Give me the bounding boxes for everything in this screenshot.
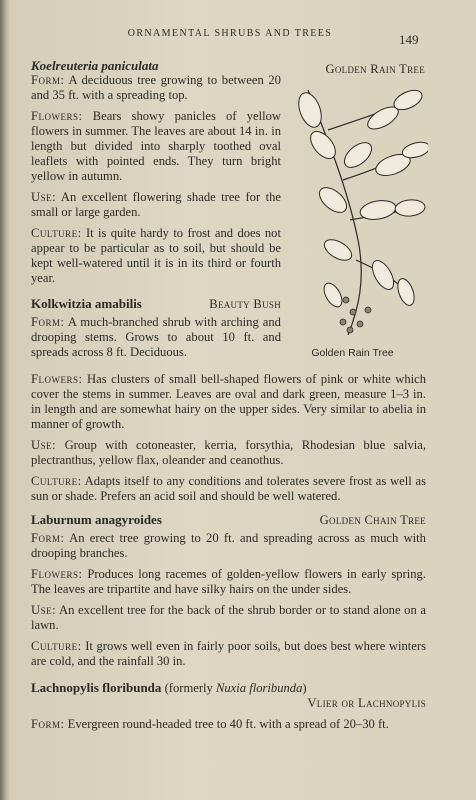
page-number: 149: [399, 32, 419, 47]
entry-flowers: [31, 567, 426, 597]
entry-culture: [31, 474, 426, 504]
entry-laburnum: [31, 512, 426, 675]
flowers-label: Flowers:: [31, 567, 83, 581]
flowers-text: Produces long racemes of golden-yellow flowers in early spring. The leaves are tripartite and have silky hairs on the under sides.: [31, 567, 426, 596]
entry-koelreuteria: [31, 58, 281, 292]
entry-common-name: Golden Rain Tree: [325, 62, 425, 76]
entry-title-row: [31, 680, 426, 696]
entry-use: [31, 603, 426, 633]
entry-flowers: [31, 372, 426, 432]
use-label: Use:: [31, 190, 57, 204]
entry-botanical-name: Kolkwitzia amabilis: [31, 296, 142, 311]
culture-label: Culture:: [31, 639, 82, 653]
entry-use: [31, 190, 281, 220]
form-label: Form:: [31, 315, 65, 329]
culture-text: It is quite hardy to frost and does not appear to be particular as to soil, but should be kept well-watered until it is in its third or fourth year.: [31, 226, 281, 285]
entry-title-row: [31, 512, 426, 528]
use-label: Use:: [31, 603, 57, 617]
flowers-text: Has clusters of small bell-shaped flowers of pink or white which cover the stems in summer. Leaves are oval and dark green, measure 1–3 in. in length and are somewhat hairy on the upper sides. Very similar to abelia in manner of growth.: [31, 372, 427, 431]
culture-text: Adapts itself to any conditions and tolerates severe frost as well as sun or shade. Prefers an acid soil and should be well watered.: [31, 474, 426, 503]
entry-botanical-name: Lachnopylis floribunda: [31, 680, 162, 695]
illustration-caption: Golden Rain Tree: [311, 347, 394, 359]
culture-label: Culture:: [31, 474, 82, 488]
form-text: An erect tree growing to 20 ft. and spreading across as much with drooping branches.: [31, 531, 426, 560]
culture-label: Culture:: [31, 226, 82, 240]
entry-kolkwitzia-body: [31, 372, 426, 510]
entry-common-name: Golden Chain Tree: [319, 513, 426, 527]
use-label: Use:: [31, 438, 57, 452]
flowers-label: Flowers:: [31, 372, 83, 386]
entry-form: [31, 531, 426, 561]
flowers-label: Flowers:: [31, 109, 83, 123]
botanical-illustration-icon: [288, 80, 428, 340]
entry-botanical-name: Koelreuteria paniculata: [31, 58, 159, 73]
entry-culture: [31, 226, 281, 286]
entry-culture: [31, 639, 426, 669]
formerly-suffix: ): [302, 681, 307, 695]
entry-common-name: Beauty Bush: [209, 297, 281, 311]
entry-botanical-name: Laburnum anagyroides: [31, 512, 162, 527]
form-label: Form:: [31, 717, 65, 731]
entry-common-name: Vlier or Lachnopylis: [307, 696, 426, 710]
use-text: An excellent tree for the back of the shrub border or to stand alone on a lawn.: [31, 603, 426, 632]
entry-form: [31, 315, 281, 360]
formerly-prefix: (formerly: [164, 681, 216, 695]
culture-text: It grows well even in fairly poor soils, but does best where winters are cold, and the rainfall 30 in.: [31, 639, 426, 668]
use-text: Group with cotoneaster, kerria, forsythia, Rhodesian blue salvia, plectranthus, yellow flax, oleander and ceanothus.: [31, 438, 426, 467]
entry-lachnopylis: [31, 680, 426, 738]
form-label: Form:: [31, 531, 65, 545]
entry-use: [31, 438, 426, 468]
entry-form: [31, 73, 281, 103]
form-text: A much-branched shrub with arching and drooping stems. Grows to about 10 ft. and spreads across 8 ft. Deciduous.: [31, 315, 281, 359]
flowers-text: Bears showy panicles of yellow flowers in summer. The leaves are about 14 in. in length but divided into sharply toothed oval leaflets with pointed ends. They turn bright yellow in autumn.: [31, 109, 281, 183]
formerly-name: Nuxia floribunda: [215, 681, 303, 695]
form-label: Form:: [31, 73, 65, 87]
entry-form: [31, 717, 426, 732]
book-gutter-shadow: [0, 0, 10, 800]
form-text: A deciduous tree growing to between 20 and 35 ft. with a spreading top.: [31, 73, 281, 102]
use-text: An excellent flowering shade tree for the small or large garden.: [31, 190, 281, 219]
entry-flowers: [31, 109, 281, 184]
entry-kolkwitzia-head: [31, 296, 281, 366]
running-head: ORNAMENTAL SHRUBS AND TREES: [127, 28, 333, 39]
form-text: Evergreen round-headed tree to 40 ft. with a spread of 20–30 ft.: [67, 717, 389, 731]
entry-title-row: [31, 296, 281, 312]
